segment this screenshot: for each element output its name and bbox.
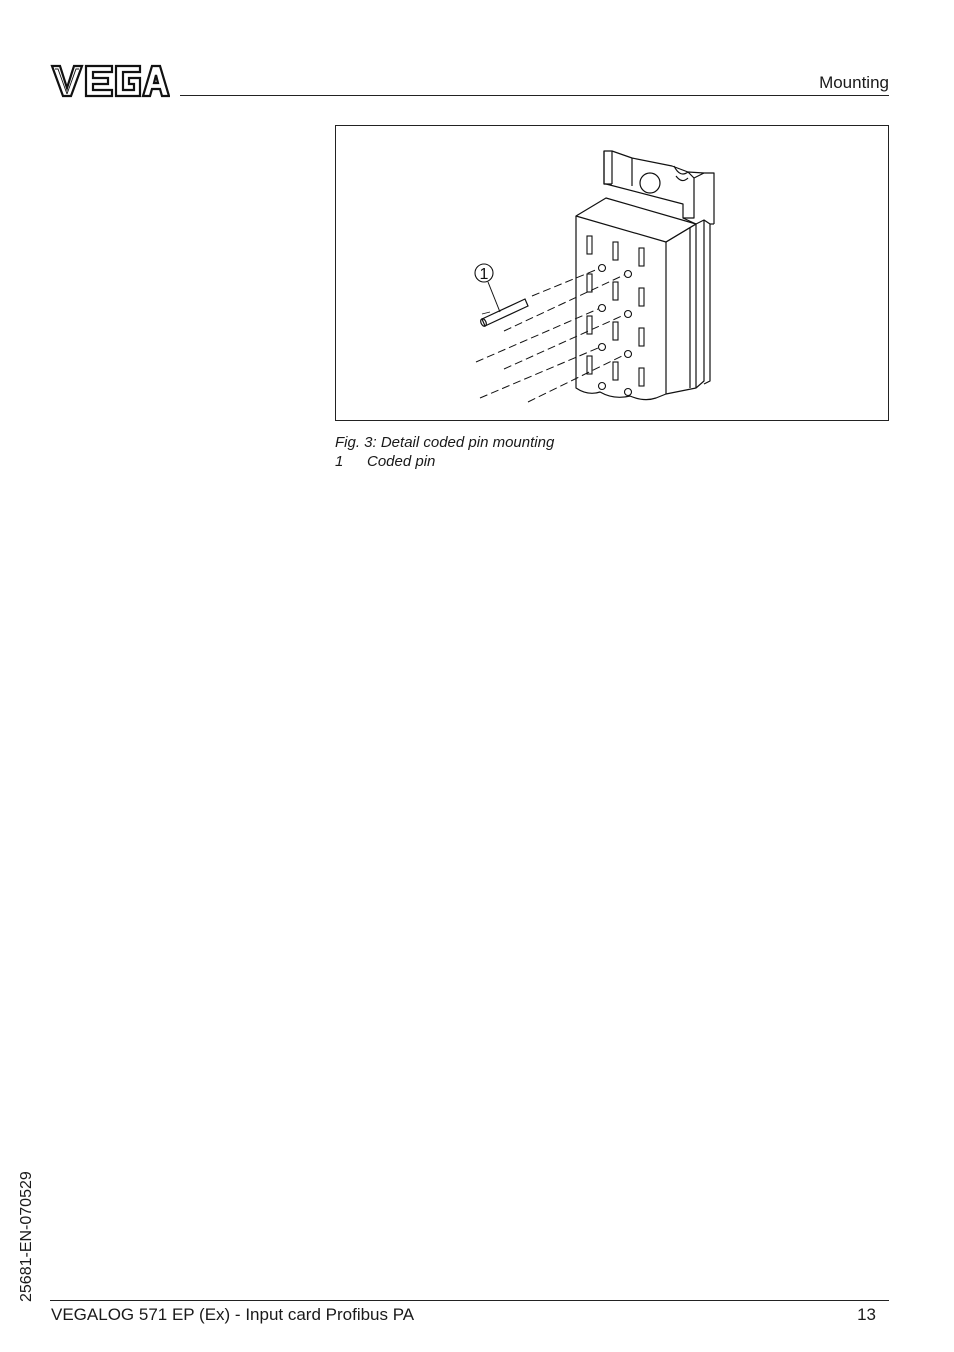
figure-frame: [335, 125, 889, 421]
callout-number: 1: [479, 266, 489, 283]
legend-label: Coded pin: [367, 453, 436, 470]
footer-title: VEGALOG 571 EP (Ex) - Input card Profibus PA: [51, 1305, 415, 1324]
page-number: 13: [857, 1305, 876, 1324]
legend-number: 1: [335, 453, 344, 470]
footer-rule: [50, 1300, 889, 1301]
header-rule: [180, 95, 889, 96]
document-id: 25681-EN-070529: [18, 1171, 35, 1302]
figure-legend: [335, 453, 435, 470]
vega-logo: [50, 63, 170, 99]
coded-pin-illustration: [336, 126, 888, 420]
figure-caption: Fig. 3: Detail coded pin mounting: [335, 434, 555, 451]
section-title: Mounting: [819, 73, 889, 92]
